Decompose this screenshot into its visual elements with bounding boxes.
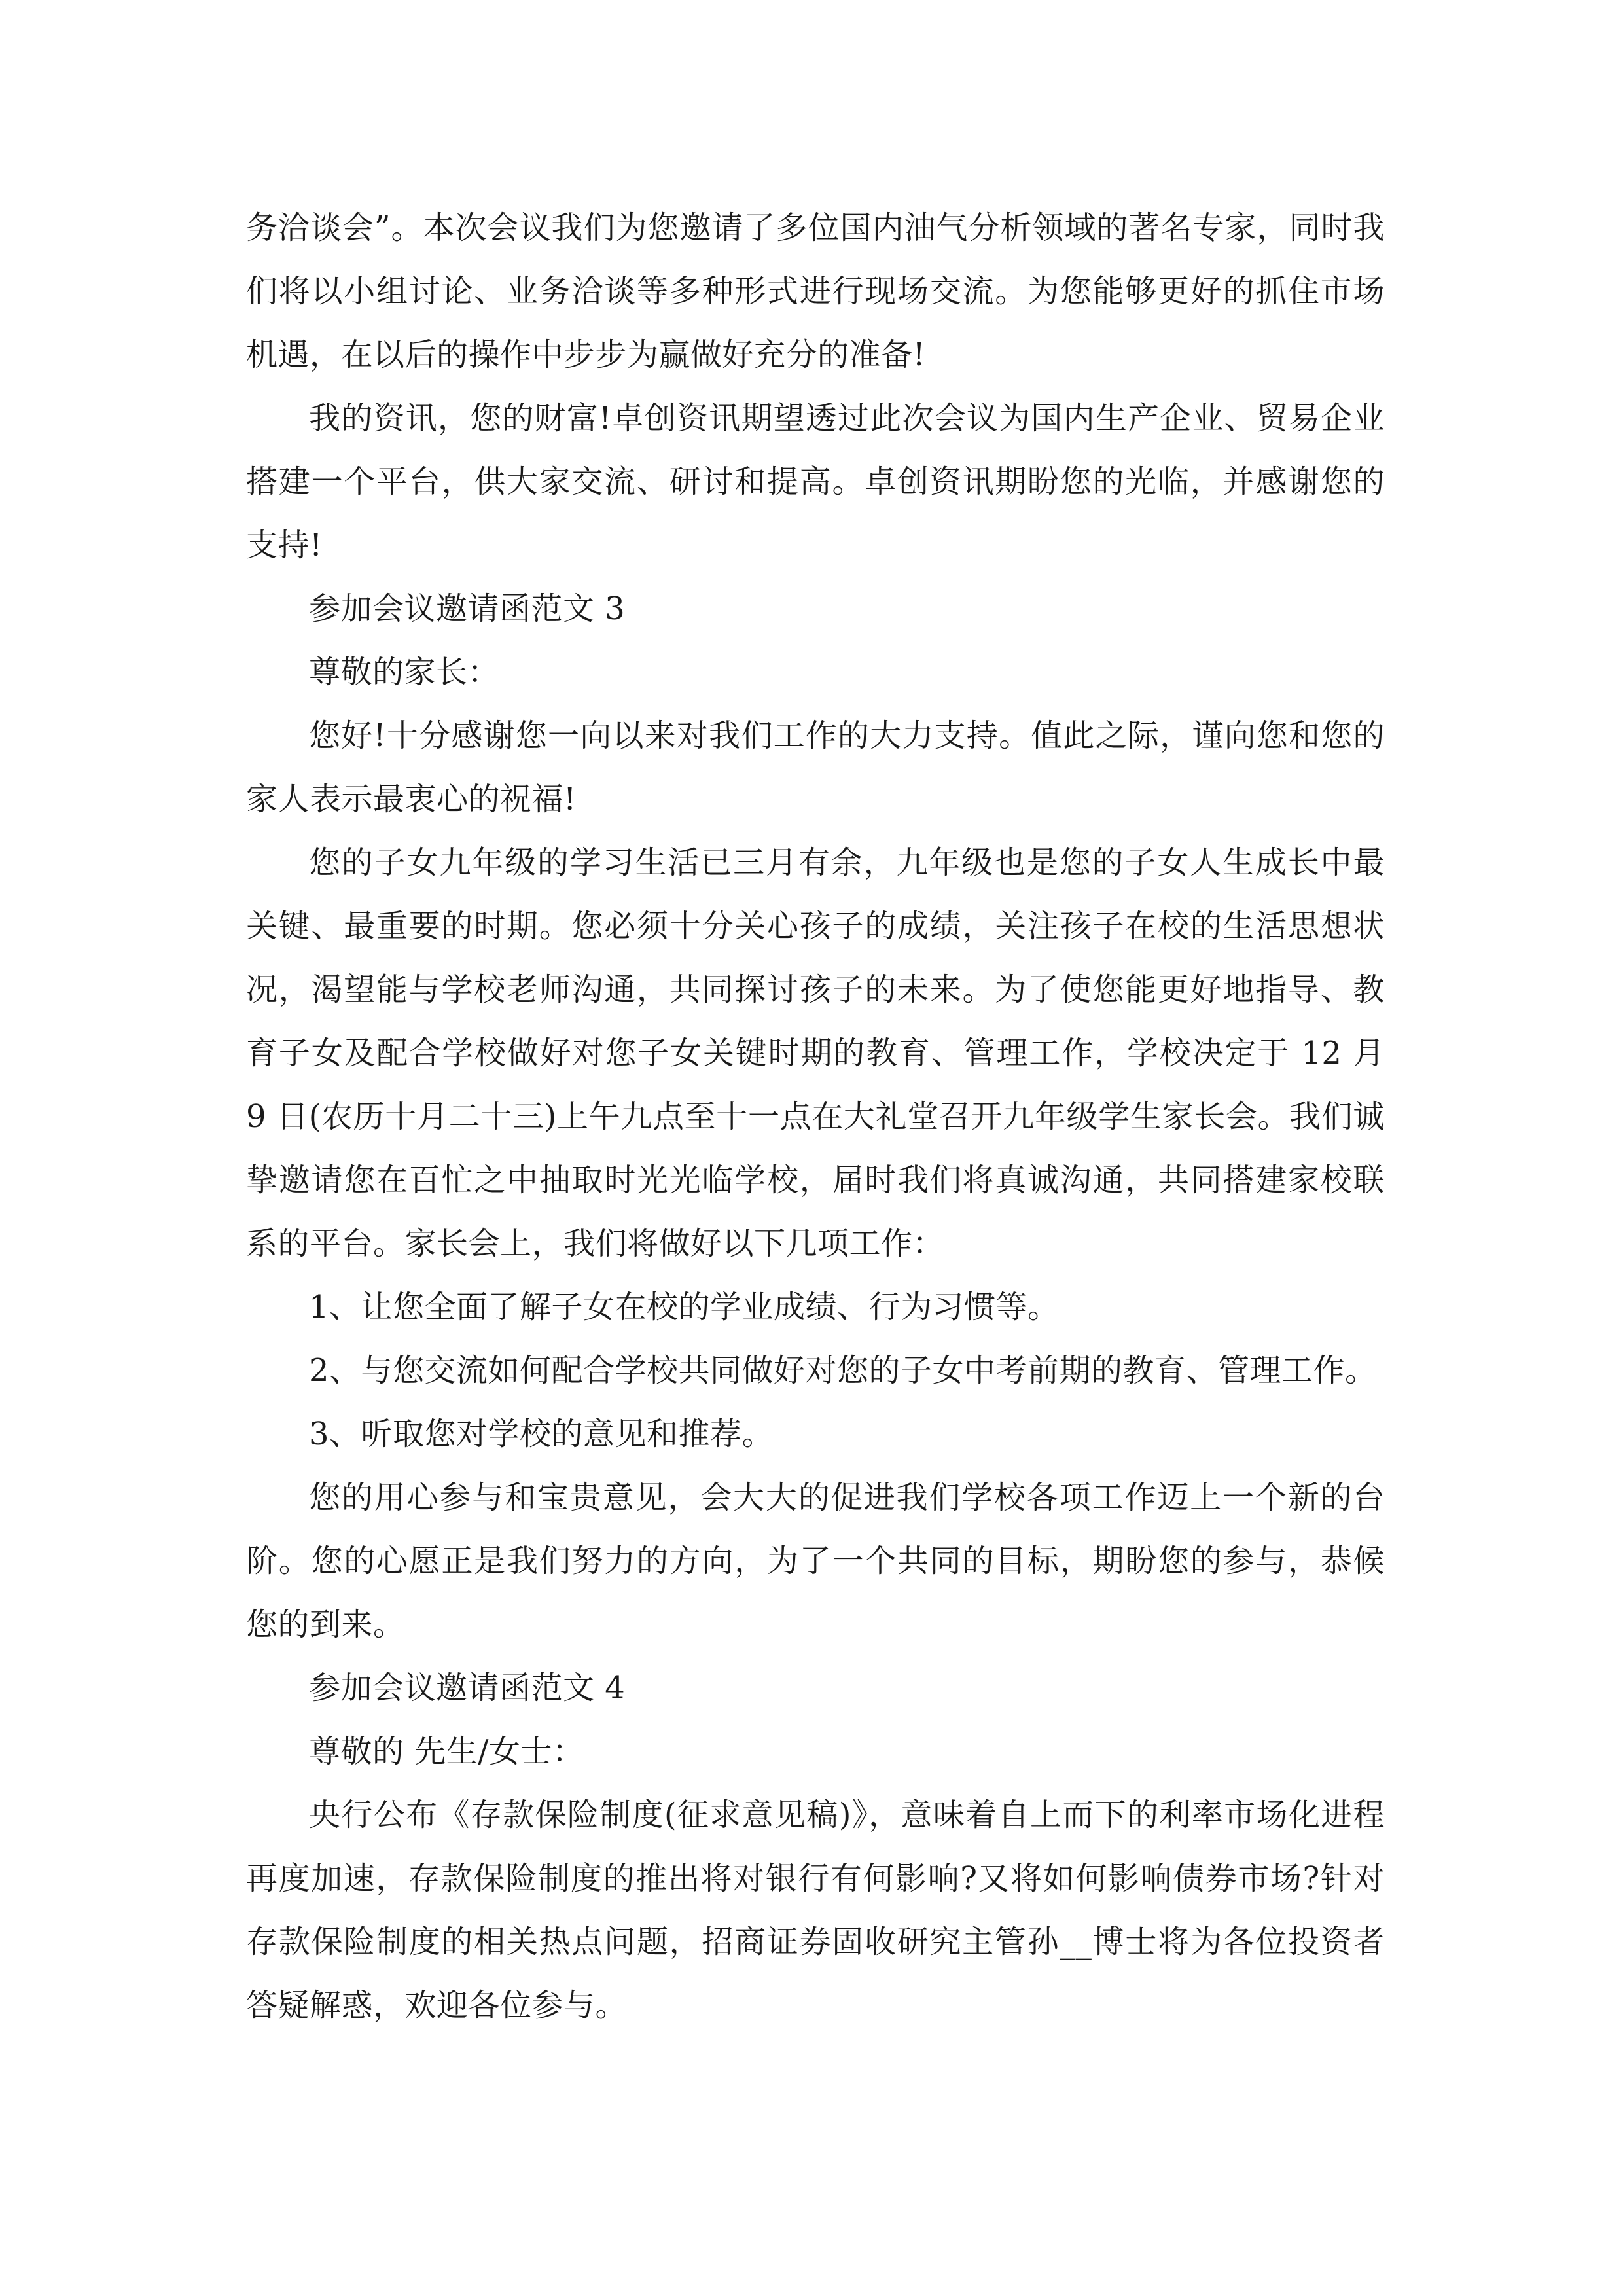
salutation: 尊敬的家长： <box>309 654 500 691</box>
paragraph-continuation: 务洽谈会”。本次会议我们为您邀请了多位国内油气分析领域的著名专家，同时我们将以小组讨论、业务洽谈等多种形式进行现场交流。为您能够更好的抓住市场机遇，在以后的操作中步步为赢做好充分的准备! <box>246 209 1385 373</box>
document-body <box>246 196 1385 2037</box>
paragraph: 您的用心参与和宝贵意见，会大大的促进我们学校各项工作迈上一个新的台阶。您的心愿正是我们努力的方向，为了一个共同的目标，期盼您的参与，恭候您的到来。 <box>246 1479 1385 1643</box>
paragraph: 您好!十分感谢您一向以来对我们工作的大力支持。值此之际，谨向您和您的家人表示最衷心的祝福! <box>246 717 1385 817</box>
section-heading: 参加会议邀请函范文 3 <box>309 590 626 627</box>
paragraph: 我的资讯，您的财富!卓创资讯期望透过此次会议为国内生产企业、贸易企业搭建一个平台，供大家交流、研讨和提高。卓创资讯期盼您的光临，并感谢您的支持! <box>246 400 1385 564</box>
list-item: 3、听取您对学校的意见和推荐。 <box>309 1416 774 1452</box>
list-item: 2、与您交流如何配合学校共同做好对您的子女中考前期的教育、管理工作。 <box>309 1352 1377 1389</box>
paragraph: 您的子女九年级的学习生活已三月有余，九年级也是您的子女人生成长中最关键、最重要的时期。您必须十分关心孩子的成绩，关注孩子在校的生活思想状况，渴望能与学校老师沟通，共同探讨孩子的未来。为了使您能更好地指导、教育子女及配合学校做好对您子女关键时期的教育、管理工作，学校决定于 12 月 9 日(农历十月二十三)上午九点至十一点在大礼堂召开九年级学生家长会。我们诚挚邀请您在百忙之中抽取时光光临学校，届时我们将真诚沟通，共同搭建家校联系的平台。家长会上，我们将做好以下几项工作： <box>246 844 1385 1262</box>
section-heading: 参加会议邀请函范文 4 <box>309 1670 626 1706</box>
paragraph: 央行公布《存款保险制度(征求意见稿)》，意味着自上而下的利率市场化进程再度加速，存款保险制度的推出将对银行有何影响?又将如何影响债券市场?针对存款保险制度的相关热点问题，招商证券固收研究主管孙__博士将为各位投资者答疑解惑，欢迎各位参与。 <box>246 1797 1385 2024</box>
list-item: 1、让您全面了解子女在校的学业成绩、行为习惯等。 <box>309 1289 1060 1325</box>
salutation: 尊敬的 先生/女士： <box>309 1733 584 1770</box>
